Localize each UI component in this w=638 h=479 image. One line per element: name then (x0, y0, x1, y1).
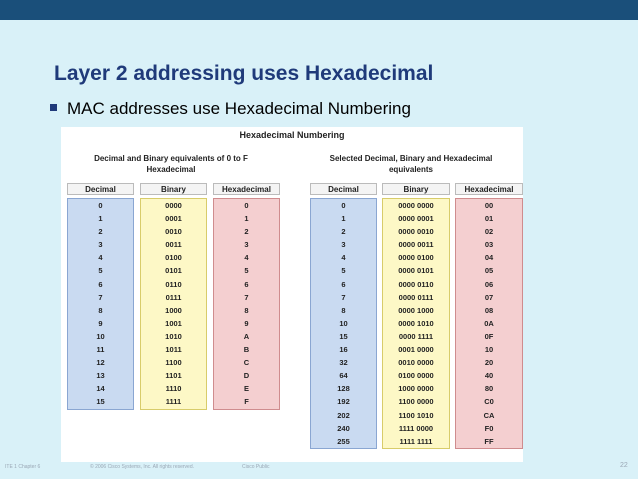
table-cell: 0A (484, 318, 494, 328)
table-cell: 4 (98, 253, 103, 263)
table-cell: 0000 1010 (398, 318, 434, 328)
column-header: Decimal (67, 183, 134, 195)
table-cell: F0 (484, 423, 494, 433)
table-cell: 0000 0000 (398, 201, 434, 210)
table-cell: 1100 1010 (398, 410, 434, 420)
column-header: Hexadecimal (213, 183, 280, 195)
table-cell: 8 (341, 305, 346, 315)
table-cell: A (243, 331, 250, 341)
cell-list (67, 198, 134, 410)
table-cell: B (243, 345, 250, 355)
table-cell: 0010 0000 (398, 358, 434, 368)
table-cell: 05 (484, 266, 494, 276)
table-cell: 0011 (165, 240, 182, 250)
table-cell: 8 (98, 305, 103, 315)
table-cell: 255 (337, 436, 350, 446)
table-cell: 0 (98, 201, 103, 210)
table-cell: 0010 (165, 227, 182, 237)
table-cell: CA (483, 410, 495, 420)
figure-title: Hexadecimal Numbering (239, 130, 345, 140)
table-cell: 4 (244, 253, 249, 263)
right-hex-column (455, 183, 523, 449)
table-cell: 8 (244, 305, 249, 315)
table-cell: 0110 (165, 279, 182, 289)
table-cell: 1100 (165, 358, 182, 368)
table-cell: 1000 (165, 305, 182, 315)
table-cell: E (243, 384, 249, 394)
left-title-line1: Decimal and Binary equivalents of 0 to F (94, 154, 248, 163)
table-cell: 6 (341, 279, 346, 289)
table-cell: 192 (337, 397, 350, 407)
right-table-title (306, 153, 516, 175)
table-cell: 40 (484, 371, 494, 381)
left-table-title (66, 153, 276, 175)
table-cell: 02 (484, 227, 494, 237)
left-title-line2: Hexadecimal (146, 165, 196, 174)
table-cell: 5 (341, 266, 346, 276)
table-cell: 12 (96, 358, 105, 368)
table-cell: 3 (341, 240, 346, 250)
cell-list (310, 198, 377, 449)
left-hex-column (213, 183, 280, 410)
bullet-item (50, 99, 411, 119)
table-cell: 0000 0110 (398, 279, 434, 289)
table-cell: 64 (339, 371, 348, 381)
table-cell: 1000 0000 (398, 384, 434, 394)
table-cell: 9 (98, 318, 103, 328)
cell-list (140, 198, 207, 410)
column-header: Hexadecimal (455, 183, 523, 195)
table-cell: 1111 1111 (399, 436, 433, 446)
table-cell: 5 (98, 266, 103, 276)
left-decimal-column (67, 183, 134, 410)
table-cell: 1010 (165, 331, 182, 341)
table-cell: 0000 0010 (398, 227, 434, 237)
table-cell: 0000 0111 (398, 292, 434, 302)
table-cell: 0000 1111 (398, 331, 434, 341)
table-cell: 7 (244, 292, 249, 302)
table-cell: 240 (337, 423, 350, 433)
table-cell: 06 (484, 279, 494, 289)
column-header: Binary (382, 183, 450, 195)
table-cell: 10 (484, 345, 494, 355)
table-cell: 3 (244, 240, 249, 250)
table-cell: 0001 (165, 214, 182, 224)
column-header: Decimal (310, 183, 377, 195)
table-cell: 1101 (165, 371, 182, 381)
table-cell: 7 (341, 292, 346, 302)
table-cell: FF (484, 436, 494, 446)
hex-figure (61, 127, 523, 462)
table-cell: 9 (244, 318, 249, 328)
table-cell: 03 (484, 240, 494, 250)
table-cell: 0000 1000 (398, 305, 434, 315)
table-cell: 08 (484, 305, 494, 315)
cell-list (213, 198, 280, 410)
table-cell: 16 (339, 345, 348, 355)
table-cell: 0000 0101 (398, 266, 434, 276)
table-cell: 1110 (165, 384, 182, 394)
table-cell: 20 (484, 358, 494, 368)
table-cell: 1 (98, 214, 103, 224)
table-cell: 1 (341, 214, 346, 224)
right-title-line1: Selected Decimal, Binary and Hexadecimal (329, 154, 493, 163)
right-title-line2: equivalents (388, 165, 433, 174)
footer-course: ITE 1 Chapter 6 (5, 464, 41, 470)
footer-copyright: © 2006 Cisco Systems, Inc. All rights reserved. (90, 464, 195, 470)
table-cell: 0 (341, 201, 346, 210)
table-cell: D (243, 371, 250, 381)
table-cell: 1011 (165, 345, 182, 355)
table-cell: C (243, 358, 250, 368)
table-cell: 1100 0000 (398, 397, 434, 407)
table-cell: 14 (96, 384, 105, 394)
table-cell: 0 (244, 201, 249, 210)
table-cell: 0111 (165, 292, 182, 302)
table-cell: 6 (98, 279, 103, 289)
table-cell: 10 (339, 318, 348, 328)
top-bar (0, 0, 638, 20)
cell-list (455, 198, 523, 449)
table-cell: 07 (484, 292, 494, 302)
table-cell: 0F (484, 331, 494, 341)
table-cell: 15 (339, 331, 348, 341)
bullet-text: MAC addresses use Hexadecimal Numbering (67, 99, 411, 118)
table-cell: 4 (341, 253, 346, 263)
table-cell: 1111 0000 (398, 423, 434, 433)
table-cell: 0000 0100 (398, 253, 434, 263)
table-cell: 11 (96, 345, 105, 355)
table-cell: 6 (244, 279, 249, 289)
table-cell: 0000 0001 (398, 214, 434, 224)
table-cell: 2 (244, 227, 249, 237)
table-cell: 13 (96, 371, 105, 381)
table-cell: F (244, 397, 249, 407)
right-binary-column (382, 183, 450, 449)
table-cell: 80 (484, 384, 494, 394)
table-cell: 128 (337, 384, 350, 394)
column-header: Binary (140, 183, 207, 195)
table-cell: 2 (341, 227, 346, 237)
table-cell: 0100 (165, 253, 182, 263)
table-cell: 1 (244, 214, 249, 224)
table-cell: 0000 0011 (398, 240, 434, 250)
table-cell: 1001 (165, 318, 182, 328)
slide-title: Layer 2 addressing uses Hexadecimal (54, 62, 434, 85)
table-cell: 10 (96, 331, 105, 341)
table-cell: 2 (98, 227, 103, 237)
table-cell: C0 (484, 397, 494, 407)
table-cell: 0001 0000 (398, 345, 434, 355)
table-cell: 15 (96, 397, 105, 407)
table-cell: 01 (484, 214, 494, 224)
square-bullet-icon (50, 104, 57, 111)
table-cell: 0100 0000 (398, 371, 434, 381)
table-cell: 7 (98, 292, 103, 302)
left-binary-column (140, 183, 207, 410)
table-cell: 3 (98, 240, 103, 250)
table-cell: 5 (244, 266, 249, 276)
table-cell: 0000 (165, 201, 182, 210)
table-cell: 1111 (165, 397, 182, 407)
page-number: 22 (620, 462, 628, 469)
table-cell: 04 (484, 253, 494, 263)
table-cell: 32 (339, 358, 348, 368)
table-cell: 00 (484, 201, 494, 210)
table-cell: 202 (337, 410, 350, 420)
footer-classification: Cisco Public (242, 464, 270, 470)
cell-list (382, 198, 450, 449)
right-decimal-column (310, 183, 377, 449)
table-cell: 0101 (165, 266, 182, 276)
